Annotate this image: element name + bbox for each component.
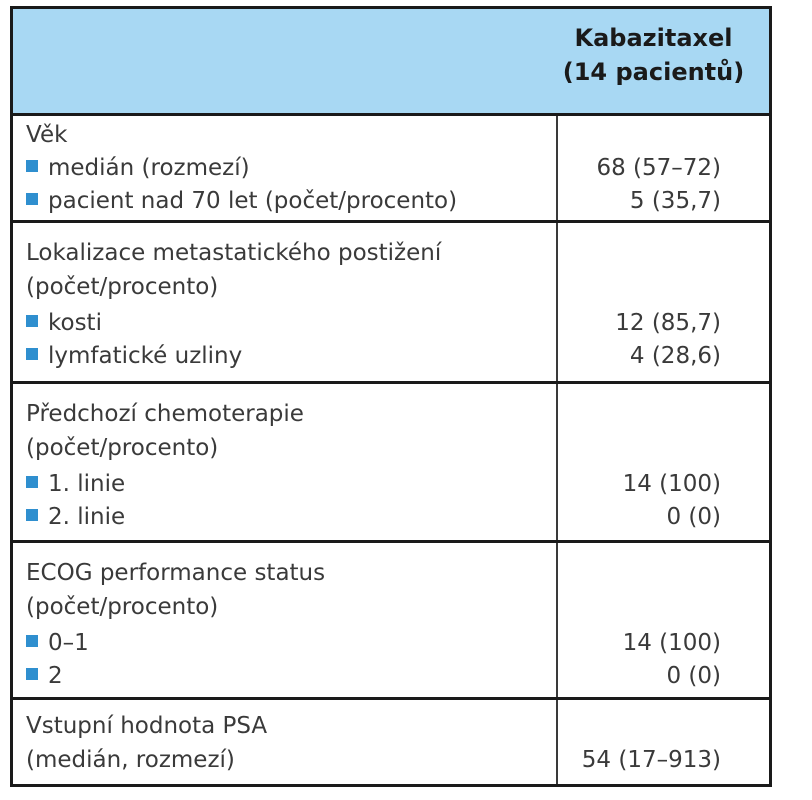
list-item	[26, 468, 125, 500]
item-value: 68 (57–72)	[596, 155, 721, 181]
section-label: (počet/procento)	[26, 274, 219, 300]
item-value: 14 (100)	[622, 471, 721, 497]
section-ecog-status	[13, 540, 769, 697]
square-bullet-icon	[26, 635, 38, 647]
list-item	[26, 152, 250, 184]
item-label: 2. linie	[48, 504, 126, 530]
section-label: Vstupní hodnota PSA	[26, 713, 268, 739]
patient-characteristics-table	[10, 6, 772, 787]
section-psa-baseline	[13, 697, 769, 784]
square-bullet-icon	[26, 509, 38, 521]
item-value: 12 (85,7)	[615, 310, 721, 336]
square-bullet-icon	[26, 160, 38, 172]
column-title	[551, 21, 756, 89]
square-bullet-icon	[26, 348, 38, 360]
square-bullet-icon	[26, 315, 38, 327]
item-label: kosti	[48, 310, 102, 336]
section-prior-chemotherapy	[13, 381, 769, 540]
section-label: (medián, rozmezí)	[26, 747, 235, 773]
item-value: 14 (100)	[622, 630, 721, 656]
section-label: Věk	[26, 122, 68, 148]
item-value: 54 (17–913)	[581, 747, 721, 773]
item-label: medián (rozmezí)	[48, 155, 250, 181]
item-label: pacient nad 70 let (počet/procento)	[48, 188, 458, 214]
section-age	[13, 113, 769, 220]
list-item	[26, 185, 457, 217]
item-label: 0–1	[48, 630, 89, 656]
item-value: 0 (0)	[666, 504, 721, 530]
square-bullet-icon	[26, 476, 38, 488]
item-label: 2	[48, 663, 63, 689]
column-title-line1: Kabazitaxel	[574, 24, 733, 52]
item-value: 4 (28,6)	[629, 343, 721, 369]
list-item	[26, 340, 242, 372]
item-value: 5 (35,7)	[629, 188, 721, 214]
list-item	[26, 501, 125, 533]
section-label: Lokalizace metastatického postižení	[26, 240, 442, 266]
square-bullet-icon	[26, 668, 38, 680]
section-label: Předchozí chemoterapie	[26, 401, 304, 427]
section-metastasis-location	[13, 220, 769, 381]
section-label: (počet/procento)	[26, 594, 219, 620]
list-item	[26, 660, 63, 692]
list-item	[26, 307, 102, 339]
table-header	[13, 9, 769, 113]
column-title-line2: (14 pacientů)	[562, 58, 745, 86]
item-value: 0 (0)	[666, 663, 721, 689]
section-label: ECOG performance status	[26, 560, 326, 586]
section-label: (počet/procento)	[26, 435, 219, 461]
item-label: 1. linie	[48, 471, 126, 497]
square-bullet-icon	[26, 193, 38, 205]
item-label: lymfatické uzliny	[48, 343, 243, 369]
list-item	[26, 627, 89, 659]
